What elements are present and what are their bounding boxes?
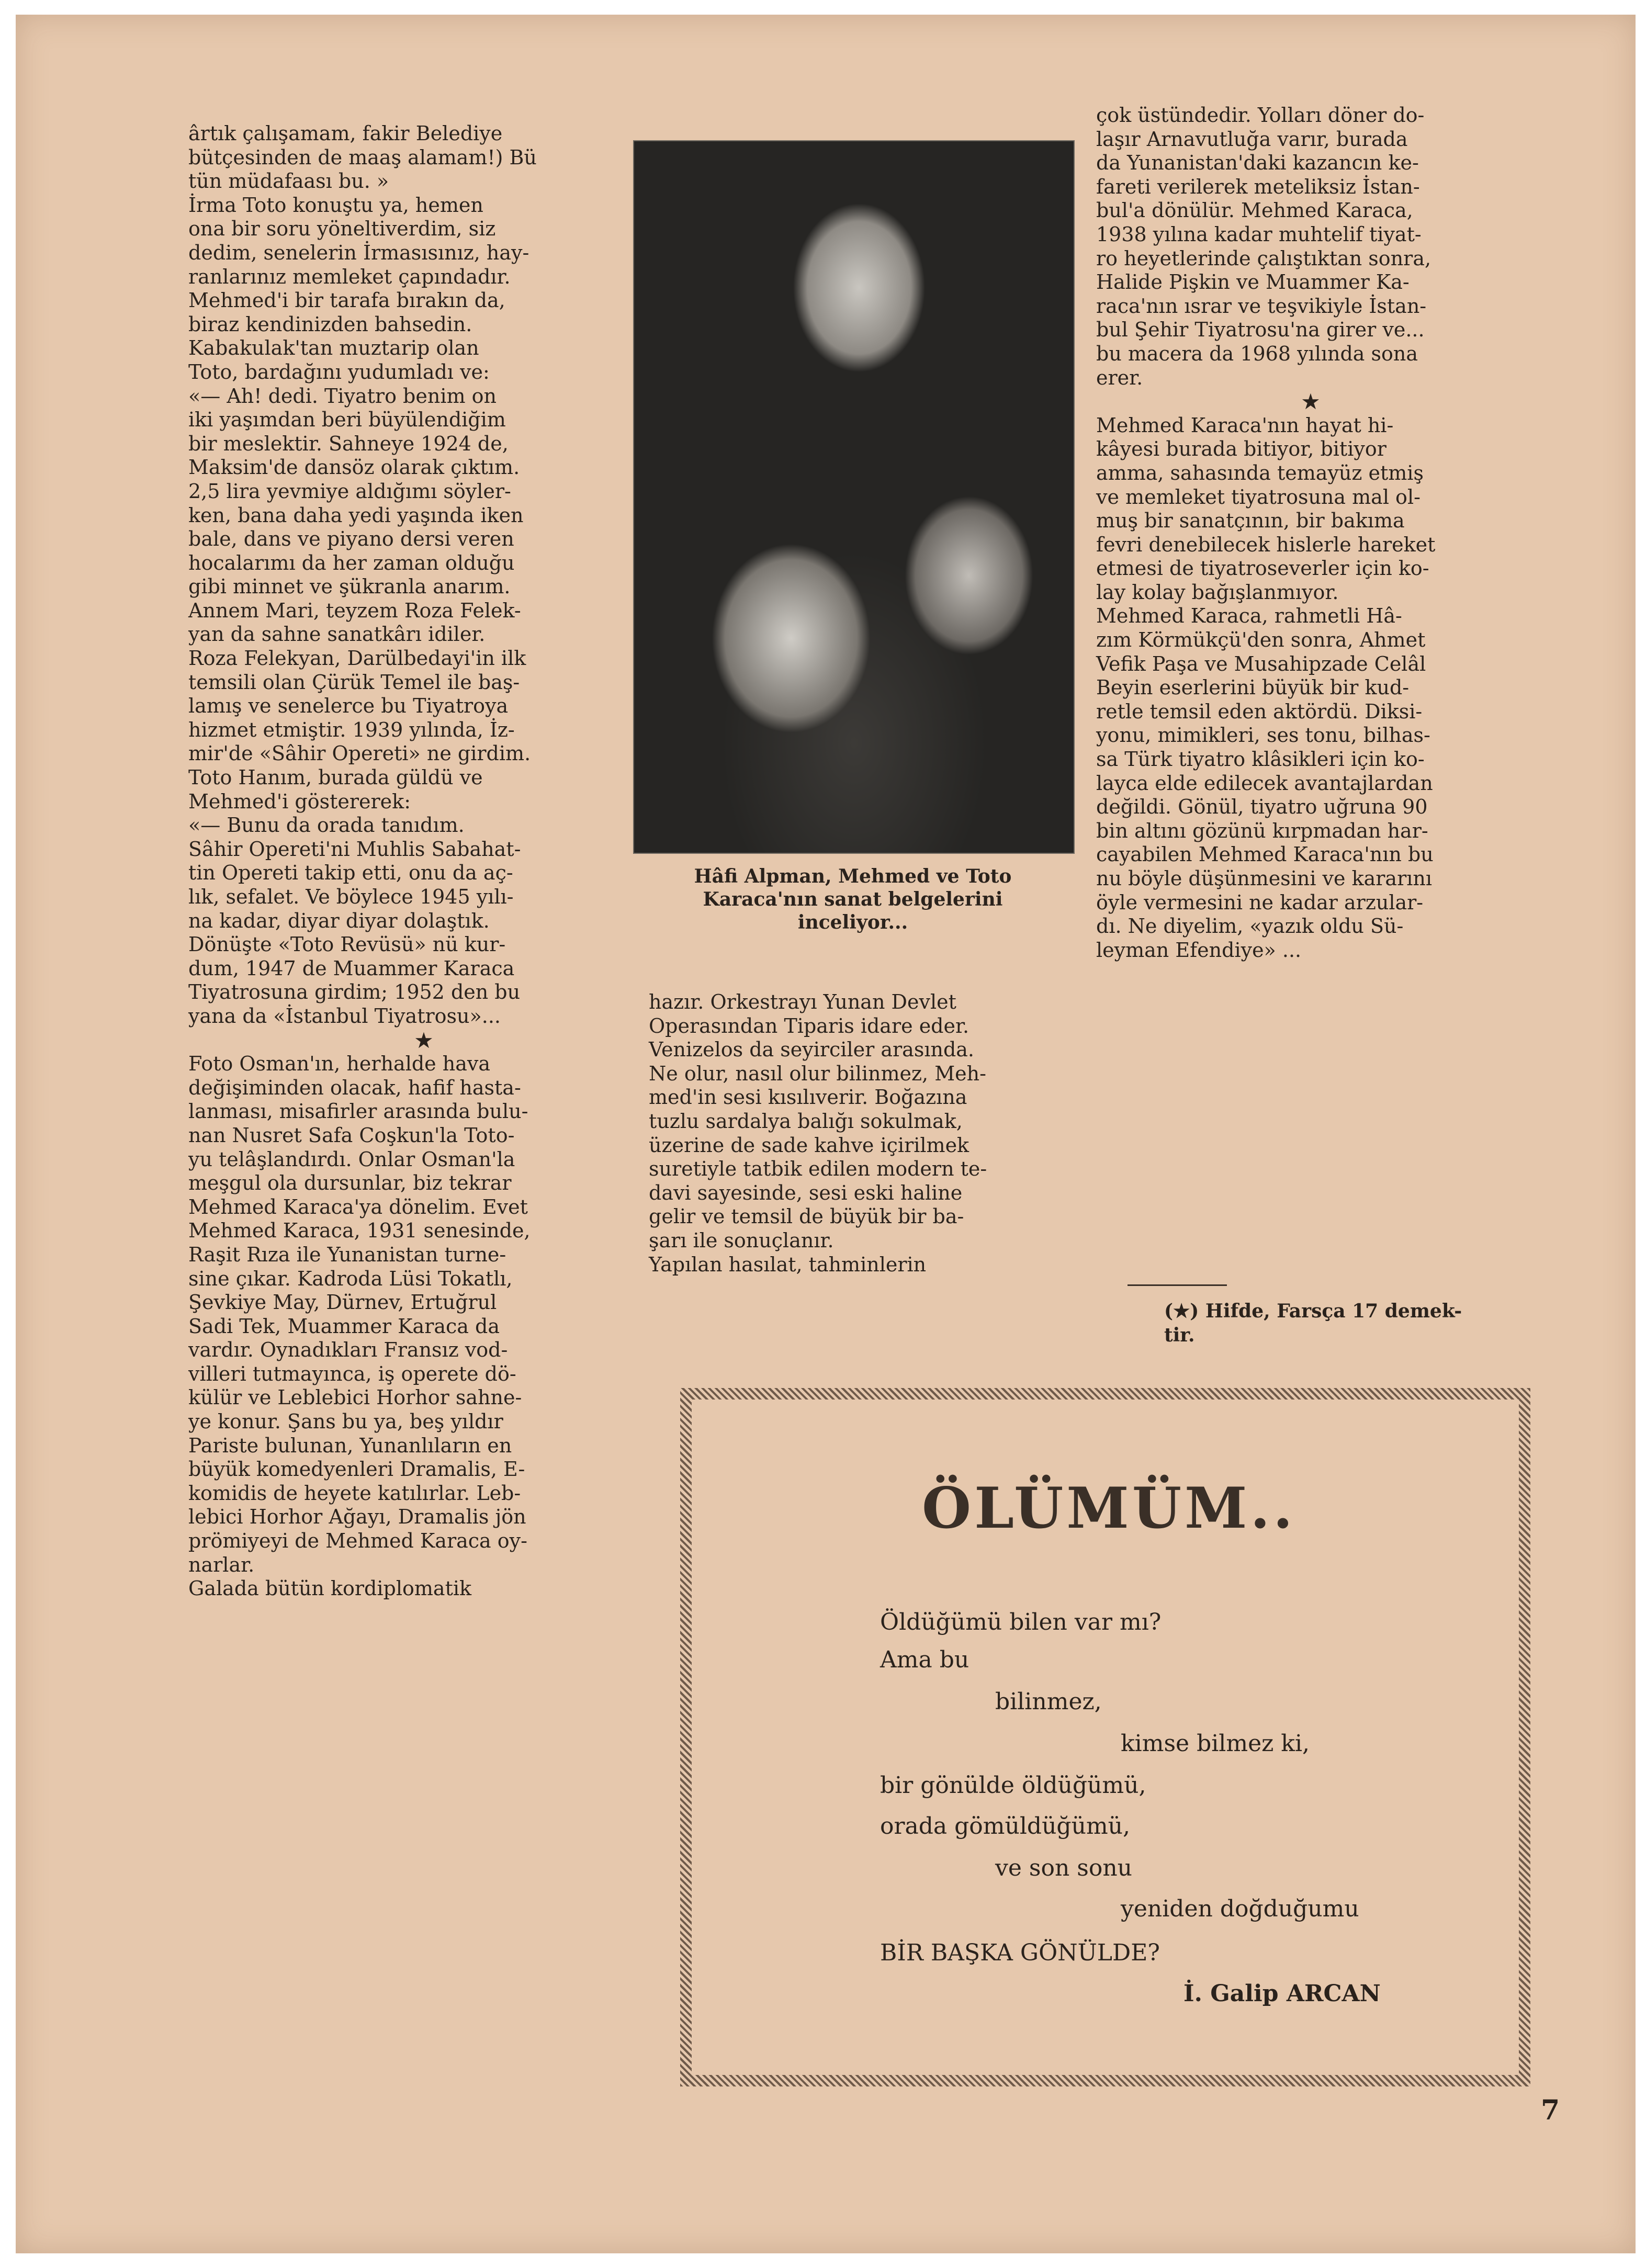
text-line: ârtık çalışamam, fakir Belediye <box>188 122 503 145</box>
text-line: suretiyle tatbik edilen modern te- <box>649 1157 987 1181</box>
text-line: Mehmed Karaca, 1931 senesinde, <box>188 1219 531 1243</box>
text-line: lık, sefalet. Ve böylece 1945 yılı- <box>188 885 514 908</box>
text-line: 2,5 lira yevmiye aldığımı söyler- <box>188 479 511 503</box>
footnote <box>1164 1299 1462 1347</box>
text-line: gelir ve temsil de büyük bir ba- <box>649 1205 964 1228</box>
text-line: bu macera da 1968 yılında sona <box>1096 342 1418 365</box>
text-line: erer. <box>1096 366 1143 389</box>
text-line: iki yaşımdan beri büyülendiğim <box>188 408 506 432</box>
text-line: zım Körmükçü'den sonra, Ahmet <box>1096 628 1426 652</box>
text-line: Vefik Paşa ve Musahipzade Celâl <box>1096 652 1426 675</box>
text-line: Roza Felekyan, Darülbedayi'in ilk <box>188 647 526 670</box>
caption-line: Hâfi Alpman, Mehmed ve Toto <box>694 865 1012 887</box>
right-text-column <box>1096 104 1525 962</box>
text-line: Tiyatrosuna girdim; 1952 den bu <box>188 980 521 1004</box>
text-line: Kabakulak'tan muztarip olan <box>188 336 479 360</box>
poem-author: İ. Galip ARCAN <box>1183 1980 1381 2007</box>
text-line: komidis de heyete katılırlar. Leb- <box>188 1481 521 1505</box>
text-line: 1938 yılına kadar muhtelif tiyat- <box>1096 222 1422 246</box>
text-line: yana da «İstanbul Tiyatrosu»... <box>188 1004 501 1028</box>
text-line: Halide Pişkin ve Muammer Ka- <box>1096 270 1410 294</box>
text-line: fareti verilerek meteliksiz İstan- <box>1096 175 1420 198</box>
poem-line: kimse bilmez ki, <box>1121 1730 1310 1757</box>
text-line: Mehmed Karaca'ya dönelim. Evet <box>188 1195 528 1218</box>
text-line: şarı ile sonuçlanır. <box>649 1228 834 1252</box>
text-line: meşgul ola dursunlar, biz tekrar <box>188 1171 512 1195</box>
text-line: Mehmed'i göstererek: <box>188 789 411 813</box>
text-line: lamış ve senelerce bu Tiyatroya <box>188 694 509 718</box>
text-line: fevri denebilecek hislerle hareket <box>1096 533 1436 556</box>
text-line: Ne olur, nasıl olur bilinmez, Meh- <box>649 1062 986 1085</box>
text-line: narlar. <box>188 1553 255 1576</box>
text-line: ye konur. Şans bu ya, beş yıldır <box>188 1410 503 1434</box>
text-line: retle temsil eden aktördü. Diksi- <box>1096 699 1423 723</box>
text-line: İrma Toto konuştu ya, hemen <box>188 193 483 217</box>
text-line: Mehmed Karaca'nın hayat hi- <box>1096 413 1394 437</box>
footnote-divider <box>1128 1284 1227 1286</box>
text-line: vardır. Oynadıkları Fransız vod- <box>188 1338 508 1362</box>
text-line: bul'a dönülür. Mehmed Karaca, <box>1096 199 1413 222</box>
text-line: ★ <box>1301 389 1321 415</box>
text-line: muş bir sanatçının, bir bakıma <box>1096 509 1405 533</box>
text-line: Maksim'de dansöz olarak çıktım. <box>188 456 520 479</box>
poem-line: bilinmez, <box>995 1688 1102 1715</box>
text-line: tin Opereti takip etti, onu da aç- <box>188 861 513 885</box>
photo-caption <box>633 865 1073 934</box>
magazine-page <box>16 15 1636 2253</box>
caption-line: Karaca'nın sanat belgelerini <box>703 888 1003 910</box>
text-line: davi sayesinde, sesi eski haline <box>649 1181 963 1204</box>
text-line: bütçesinden de maaş alamam!) Bü <box>188 145 537 169</box>
text-line: yu telâşlandırdı. Onlar Osman'la <box>188 1147 515 1171</box>
text-line: temsili olan Çürük Temel ile baş- <box>188 670 520 694</box>
text-line: «— Ah! dedi. Tiyatro benim on <box>188 384 497 408</box>
text-line: hocalarımı da her zaman olduğu <box>188 551 515 574</box>
text-line: Sâhir Opereti'ni Muhlis Sabahat- <box>188 837 521 861</box>
text-line: mir'de «Sâhir Opereti» ne girdim. <box>188 742 531 765</box>
text-line: Foto Osman'ın, herhalde hava <box>188 1052 490 1076</box>
poem-line: BİR BAŞKA GÖNÜLDE? <box>880 1939 1160 1966</box>
photo-three-people <box>633 140 1075 854</box>
text-line: ona bir soru yöneltiverdim, siz <box>188 217 496 241</box>
text-line: raca'nın ısrar ve teşvikiyle İstan- <box>1096 294 1427 318</box>
text-line: yan da sahne sanatkârı idiler. <box>188 623 486 646</box>
text-line: etmesi de tiyatroseverler için ko- <box>1096 557 1429 580</box>
text-line: na kadar, diyar diyar dolaştık. <box>188 909 490 932</box>
text-line: Mehmed'i bir tarafa bırakın da, <box>188 289 505 312</box>
text-line: gibi minnet ve şükranla anarım. <box>188 575 511 599</box>
text-line: bin altını gözünü kırpmadan har- <box>1096 819 1428 842</box>
text-line: sa Türk tiyatro klâsikleri için ko- <box>1096 748 1425 771</box>
text-line: laşır Arnavutluğa varır, burada <box>1096 127 1408 151</box>
text-line: ★ <box>414 1027 434 1053</box>
footnote-line: (★) Hifde, Farsça 17 demek- <box>1164 1300 1462 1322</box>
text-line: bul Şehir Tiyatrosu'na girer ve... <box>1096 318 1425 342</box>
text-line: amma, sahasında temayüz etmiş <box>1096 461 1424 484</box>
text-line: ro heyetlerinde çalıştıktan sonra, <box>1096 246 1431 270</box>
caption-line: inceliyor... <box>797 911 908 933</box>
text-line: büyük komedyenleri Dramalis, E- <box>188 1458 525 1481</box>
text-line: Raşit Rıza ile Yunanistan turne- <box>188 1243 506 1266</box>
poem-line: yeniden doğduğumu <box>1121 1895 1359 1922</box>
page-number: 7 <box>1541 2094 1560 2126</box>
text-line: Galada bütün kordiplomatik <box>188 1577 472 1600</box>
poem-line: bir gönülde öldüğümü, <box>880 1772 1146 1799</box>
text-line: «— Bunu da orada tanıdım. <box>188 814 465 837</box>
poem-line: orada gömüldüğümü, <box>880 1813 1130 1840</box>
text-line: Şevkiye May, Dürnev, Ertuğrul <box>188 1291 497 1314</box>
text-line: değildi. Gönül, tiyatro uğruna 90 <box>1096 795 1428 819</box>
text-line: yonu, mimikleri, ses tonu, bilhas- <box>1096 724 1430 747</box>
text-line: leyman Efendiye» ... <box>1096 938 1302 962</box>
text-line: Dönüşte «Toto Revüsü» nü kur- <box>188 933 506 956</box>
text-line: çok üstündedir. Yolları döner do- <box>1096 104 1425 127</box>
text-line: biraz kendinizden bahsedin. <box>188 312 472 336</box>
poem-box <box>680 1388 1530 2086</box>
poem-title: ÖLÜMÜM.. <box>922 1475 1296 1541</box>
text-line: Toto Hanım, burada güldü ve <box>188 766 483 789</box>
text-line: bir meslektir. Sahneye 1924 de, <box>188 432 509 455</box>
footnote-line: tir. <box>1164 1324 1195 1346</box>
text-line: Operasından Tiparis idare eder. <box>649 1014 969 1037</box>
poem-line: Öldüğümü bilen var mı? <box>880 1609 1162 1635</box>
left-text-column <box>188 122 659 1601</box>
text-line: Yapılan hasılat, tahminlerin <box>649 1253 927 1276</box>
poem-line: Ama bu <box>880 1646 969 1673</box>
text-line: dum, 1947 de Muammer Karaca <box>188 956 515 980</box>
text-line: hizmet etmiştir. 1939 yılında, İz- <box>188 718 515 741</box>
text-line: Toto, bardağını yudumladı ve: <box>188 360 490 383</box>
text-line: ve memleket tiyatrosuna mal ol- <box>1096 485 1420 509</box>
text-line: öyle vermesini ne kadar arzular- <box>1096 890 1424 914</box>
text-line: lanması, misafirler arasında bulu- <box>188 1100 528 1123</box>
text-line: değişiminden olacak, hafif hasta- <box>188 1076 521 1099</box>
text-line: tün müdafaası bu. » <box>188 170 389 193</box>
text-line: tuzlu sardalya balığı sokulmak, <box>649 1109 963 1133</box>
middle-text-column <box>649 990 1067 1277</box>
text-line: Venizelos da seyirciler arasında. <box>649 1038 975 1062</box>
text-line: lay kolay bağışlanmıyor. <box>1096 580 1339 604</box>
text-line: üzerine de sade kahve içirilmek <box>649 1133 969 1157</box>
poem-line: ve son sonu <box>995 1855 1133 1881</box>
text-line: med'in sesi kısılıverir. Boğazına <box>649 1086 967 1109</box>
text-line: bale, dans ve piyano dersi veren <box>188 527 514 551</box>
text-line: ken, bana daha yedi yaşında iken <box>188 503 524 527</box>
text-line: ranlarınız memleket çapındadır. <box>188 265 511 288</box>
text-line: kâyesi burada bitiyor, bitiyor <box>1096 437 1386 461</box>
text-line: sine çıkar. Kadroda Lüsi Tokatlı, <box>188 1267 513 1290</box>
text-line: Sadi Tek, Muammer Karaca da <box>188 1314 500 1338</box>
text-line: nan Nusret Safa Coşkun'la Toto- <box>188 1123 515 1147</box>
text-line: Mehmed Karaca, rahmetli Hâ- <box>1096 604 1402 628</box>
text-line: prömiyeyi de Mehmed Karaca oy- <box>188 1529 527 1553</box>
text-line: Beyin eserlerini büyük bir kud- <box>1096 676 1410 699</box>
text-line: layca elde edilecek avantajlardan <box>1096 771 1433 795</box>
text-line: Annem Mari, teyzem Roza Felek- <box>188 599 521 622</box>
text-line: dedim, senelerin İrmasısınız, hay- <box>188 241 529 264</box>
text-line: da Yunanistan'daki kazancın ke- <box>1096 151 1419 175</box>
text-line: nu böyle düşünmesini ve kararını <box>1096 867 1433 890</box>
text-line: dı. Ne diyelim, «yazık oldu Sü- <box>1096 915 1404 938</box>
text-line: külür ve Leblebici Horhor sahne- <box>188 1386 522 1409</box>
text-line: cayabilen Mehmed Karaca'nın bu <box>1096 843 1434 866</box>
text-line: hazır. Orkestrayı Yunan Devlet <box>649 990 956 1013</box>
text-line: villeri tutmayınca, iş operete dö- <box>188 1362 516 1385</box>
text-line: lebici Horhor Ağayı, Dramalis jön <box>188 1505 526 1529</box>
text-line: Pariste bulunan, Yunanlıların en <box>188 1434 512 1457</box>
